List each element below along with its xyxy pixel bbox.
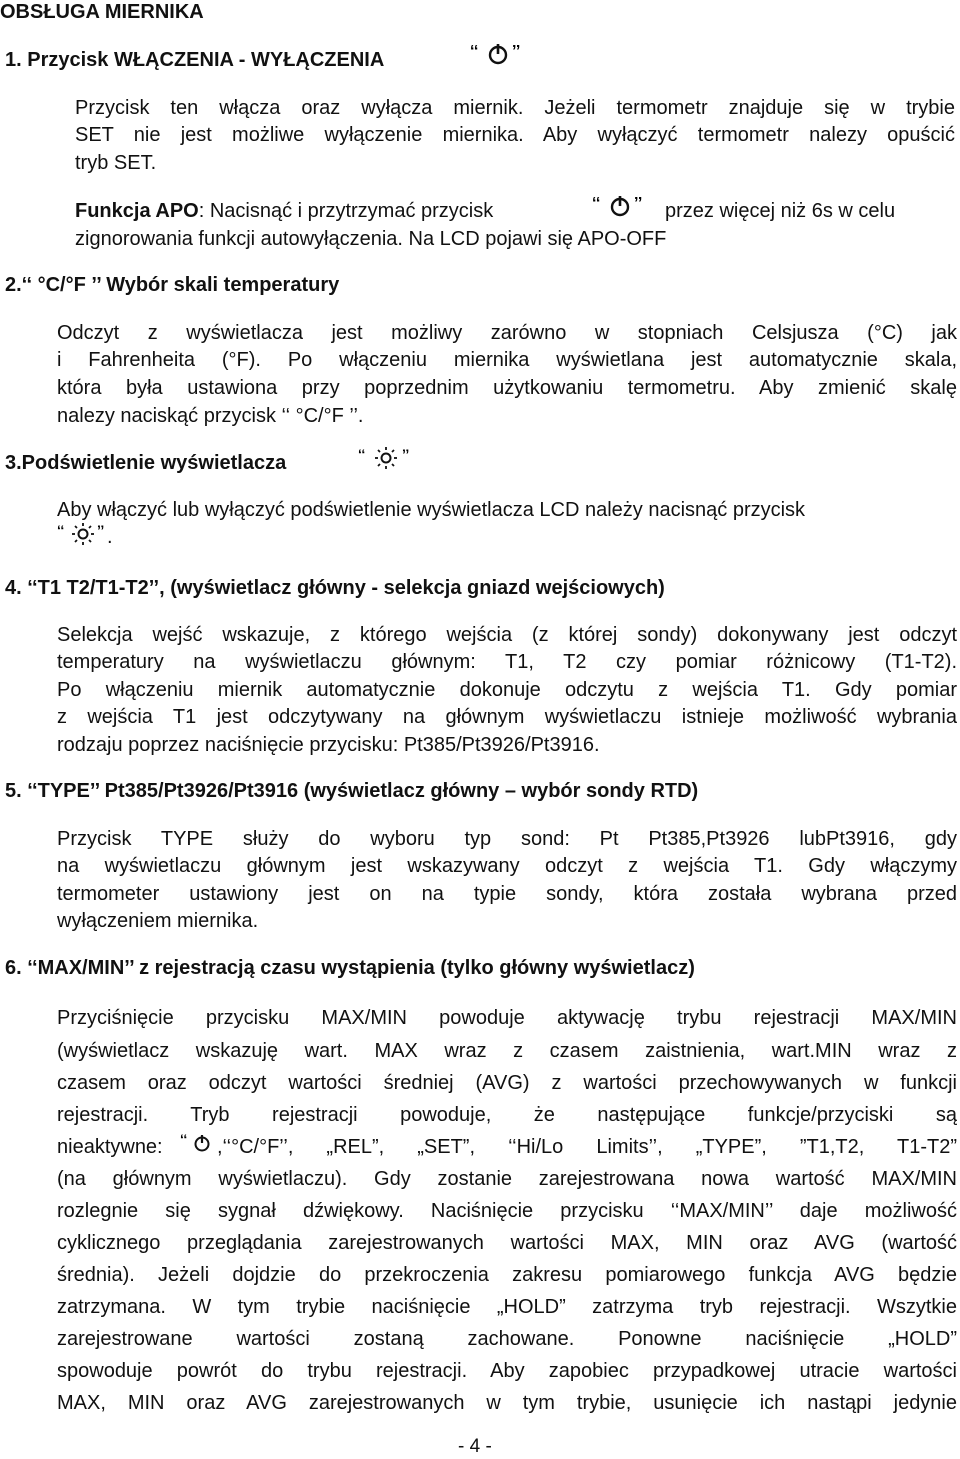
page-number: - 4 - bbox=[458, 1436, 492, 1457]
svg-text:’’: ’’ bbox=[634, 195, 643, 212]
section-5-line-1: Przycisk TYPE służy do wyboru typ sond: Pt Pt385,Pt3926 lubPt3916, gdy bbox=[57, 828, 957, 850]
apo-text-2: przez więcej niż 6s w celu bbox=[665, 200, 896, 222]
section-3-line-2: . bbox=[107, 526, 113, 548]
section-4-line-1: Selekcja wejść wskazuje, z którego wejścia (z której sondy) dokonywany jest odczyt bbox=[57, 624, 957, 646]
section-4-line-4: z wejścia T1 jest odczytywany na głównym wyświetlaczu istnieje możliwość wybrania bbox=[57, 706, 957, 728]
section-1-heading: 1. Przycisk WŁĄCZENIA - WYŁĄCZENIA bbox=[5, 49, 385, 71]
svg-text:‘‘: ‘‘ bbox=[592, 195, 601, 212]
svg-text:‘‘: ‘‘ bbox=[57, 522, 65, 538]
apo-line-1 bbox=[75, 201, 493, 221]
section-6-line-2: (wyświetlacz wskazuję wart. MAX wraz z czasem zaistnienia, wart.MIN wraz z bbox=[57, 1040, 957, 1062]
section-2-line-3: która była ustawiona przy poprzednim użytkowaniu termometru. Aby zmienić skalę bbox=[57, 377, 957, 399]
power-icon bbox=[180, 1130, 220, 1162]
section-4-line-2: temperatury na wyświetlaczu głównym: T1, T2 czy pomiar różnicowy (T1-T2). bbox=[57, 651, 957, 673]
section-6-line-1: Przyciśnięcie przycisku MAX/MIN powoduje aktywację trybu rejestracji MAX/MIN bbox=[57, 1007, 957, 1029]
section-6-line-10: zatrzymana. W tym trybie naciśnięcie „HOLD” zatrzyma tryb rejestracji. Wszytkie bbox=[57, 1296, 957, 1318]
svg-text:‘‘: ‘‘ bbox=[358, 446, 366, 462]
section-5-line-2: na wyświetlaczu głównym jest wskazywany odczyt z wejścia T1. Gdy włączymy bbox=[57, 855, 957, 877]
section-6-line-5a: nieaktywne: bbox=[57, 1136, 163, 1158]
section-6-line-13: MAX, MIN oraz AVG zarejestrowanych w tym trybie, usunięcie ich nastąpi jedynie bbox=[57, 1392, 957, 1414]
section-4-line-3: Po włączeniu miernik automatycznie dokonuje odczytu z wejścia T1. Gdy pomiar bbox=[57, 679, 957, 701]
apo-label: Funkcja APO bbox=[75, 200, 199, 222]
section-5-line-4: wyłączeniem miernika. bbox=[57, 910, 259, 932]
section-6-line-12: spowoduje powrót do trybu rejestracji. Aby zapobiec przypadkowej utracie wartości bbox=[57, 1360, 957, 1382]
section-5-line-3: termometer ustawiony jest on na typie sondy, która została wybrana przed bbox=[57, 883, 957, 905]
section-2-line-1: Odczyt z wyświetlacza jest możliwy zarówno w stopniach Celsjusza (°C) jak bbox=[57, 322, 957, 344]
section-2-heading: 2.‘‘ °C/°F ’’ Wybór skali temperatury bbox=[5, 274, 340, 296]
section-6-line-4: rejestracji. Tryb rejestracji powoduje, że następujące funkcje/przyciski są bbox=[57, 1104, 957, 1126]
svg-text:’’: ’’ bbox=[402, 446, 410, 462]
section-3-line-1: Aby włączyć lub wyłączyć podświetlenie wyświetlacza LCD należy nacisnąć przycisk bbox=[57, 499, 806, 521]
section-5-heading: 5. ‘‘TYPE’’ Pt385/Pt3926/Pt3916 (wyświetlacz główny – wybór sondy RTD) bbox=[5, 780, 699, 802]
power-icon bbox=[592, 192, 648, 226]
section-1-text-line-2: SET nie jest możliwe wyłączenie miernika. Aby wyłączyć termometr nalezy opuścić bbox=[75, 124, 955, 146]
section-3-heading: 3.Podświetlenie wyświetlacza bbox=[5, 452, 287, 474]
section-6-line-5b: ,‘‘°C/°F’’, „REL”, „SET”, ‘‘Hi/Lo Limits’’, „TYPE”, ”T1,T2, T1-T2” bbox=[217, 1136, 957, 1158]
apo-text-3: zignorowania funkcji autowyłączenia. Na LCD pojawi się APO-OFF bbox=[75, 228, 667, 250]
svg-text:’’: ’’ bbox=[97, 522, 105, 538]
section-6-line-7: rozlegnie się sygnał dźwiękowy. Naciśnięcie przycisku ‘‘MAX/MIN’’ daje możliwość bbox=[57, 1200, 957, 1222]
power-icon bbox=[470, 40, 526, 74]
section-6-line-9: średnia). Jeżeli dojdzie do przekroczenia zakresu pomiarowego funkcja AVG będzie bbox=[57, 1264, 957, 1286]
section-2-line-4: nalezy naciskąć przycisk ‘‘ °C/°F ’’. bbox=[57, 405, 364, 427]
page-title: OBSŁUGA MIERNIKA bbox=[0, 1, 204, 23]
section-4-line-5: rodzaju poprzez naciśnięcie przycisku: Pt385/Pt3926/Pt3916. bbox=[57, 734, 600, 756]
svg-text:‘‘: ‘‘ bbox=[180, 1131, 188, 1147]
svg-text:’’: ’’ bbox=[512, 43, 521, 60]
section-6-line-8: cyklicznego przeglądania zarejestrowanych wartości MAX, MIN oraz AVG (wartość bbox=[57, 1232, 957, 1254]
section-6-line-11: zarejestrowane wartości zostaną zachowane. Ponowne naciśnięcie „HOLD” bbox=[57, 1328, 957, 1350]
svg-text:‘‘: ‘‘ bbox=[470, 43, 479, 60]
section-6-heading: 6. ‘‘MAX/MIN’’ z rejestracją czasu wystąpienia (tylko główny wyświetlacz) bbox=[5, 957, 695, 979]
section-6-line-6: (na głównym wyświetlaczu). Gdy zostanie zarejestrowana nowa wartość MAX/MIN bbox=[57, 1168, 957, 1190]
backlight-sun-icon bbox=[57, 522, 109, 554]
backlight-sun-icon bbox=[358, 446, 416, 478]
section-1-text-line-1: Przycisk ten włącza oraz wyłącza miernik. Jeżeli termometr znajduje się w trybie bbox=[75, 97, 955, 119]
section-4-heading: 4. ‘‘T1 T2/T1-T2’’, (wyświetlacz główny - selekcja gniazd wejściowych) bbox=[5, 577, 665, 599]
apo-text-1: : Nacisnąć i przytrzymać przycisk bbox=[198, 200, 494, 222]
section-6-line-3: czasem oraz odczyt wartości średniej (AVG) z wartości przechowywanych w funkcji bbox=[57, 1072, 957, 1094]
section-1-text-line-3: tryb SET. bbox=[75, 152, 157, 174]
section-2-line-2: i Fahrenheita (°F). Po włączeniu miernika wyświetlana jest automatycznie skala, bbox=[57, 349, 957, 371]
